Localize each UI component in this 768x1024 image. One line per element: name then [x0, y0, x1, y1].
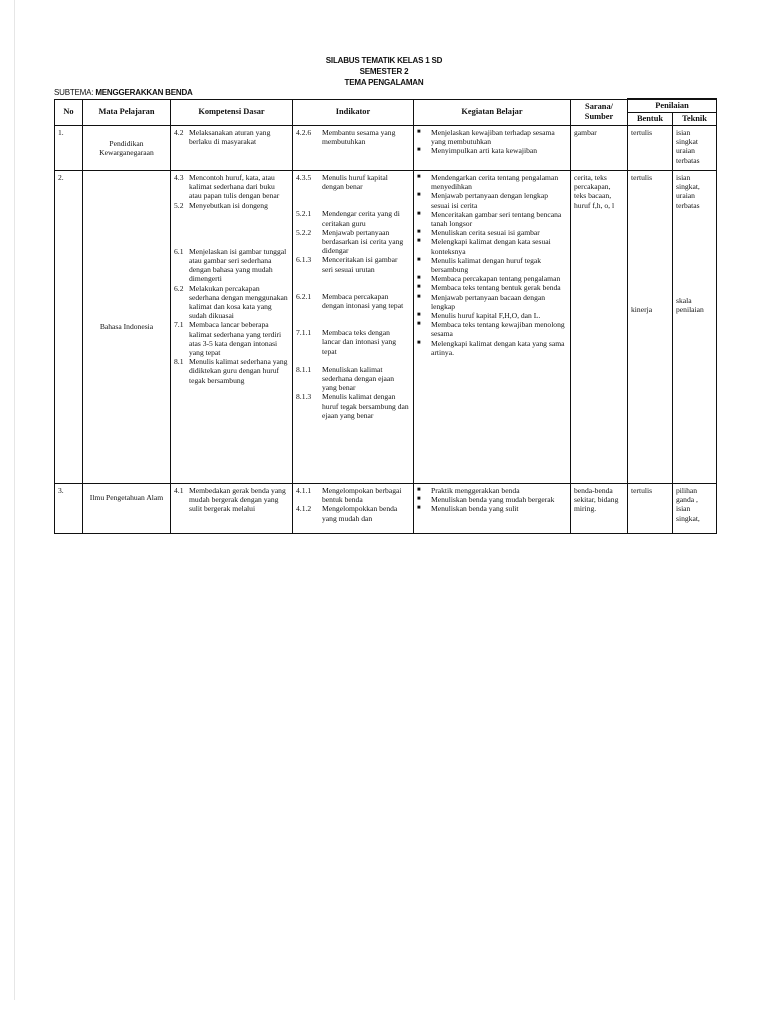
- list-item: ■ Menuliskan cerita sesuai isi gambar: [417, 228, 540, 238]
- tema-label: TEMA PENGALAMAN: [344, 78, 424, 87]
- kompetensi-cell: 4.1 Membedakan gerak benda yang mudah bergerak dengan yang sulit bergerak melalui: [171, 484, 293, 534]
- subject-cell: Ilmu Pengetahuan Alam: [83, 484, 171, 534]
- row-number: 2.: [55, 171, 83, 484]
- sarana-cell: benda-benda sekitar, bidang miring.: [571, 484, 628, 534]
- indikator-cell: 4.1.1 Mengelompokan berbagai bentuk benda 4.1.2 Mengelompokkan benda yang mudah dan: [293, 484, 414, 534]
- kompetensi-cell: 4.3 Mencontoh huruf, kata, atau kalimat sederhana dari buku atau papan tulis dengan benar 5.2 Menyebutkan isi dongeng 6.1 Menjelaskan isi gambar tunggal atau gambar seri sederhana dengan bahasa yang mudah dimengerti 6.2 Melakukan percakapan sederhana dengan menggunakan kalimat dan kosa kata yang sudah dikuasai 7.1 Membaca lancar beberapa kalimat sederhana yang terdiri atas 3-5 kata dengan intonasi yang tepat 8.1 Menulis kalimat sederhana yang didiktekan guru dengan huruf tegak bersambung: [171, 171, 293, 484]
- bentuk-cell: tertulis: [628, 126, 673, 171]
- header-kegiatan-belajar: Kegiatan Belajar: [414, 99, 571, 126]
- header-penilaian: Penilaian: [628, 99, 717, 113]
- subject-cell: Pendidikan Kewarganegaraan: [83, 126, 171, 171]
- teknik-cell: isian singkat uraian terbatas: [673, 126, 717, 171]
- header-teknik: Teknik: [673, 113, 717, 126]
- list-item: ■ Membaca teks tentang bentuk gerak benda: [417, 283, 561, 293]
- subtema-line: [54, 88, 193, 97]
- subtema-value: MENGGERAKKAN BENDA: [95, 88, 193, 97]
- list-item: ■ Menjawab pertanyaan dengan lengkap sesuai isi cerita: [417, 191, 549, 210]
- list-item: ■ Membaca teks tentang kewajiban menolong sesama: [417, 320, 565, 339]
- indikator-cell: 4.2.6 Membantu sesama yang membutuhkan: [293, 126, 414, 171]
- list-item: ■ Melengkapi kalimat dengan kata sesuai konteksnya: [417, 237, 551, 256]
- teknik-isian: isian singkat, uraian terbatas: [676, 173, 700, 210]
- header-no: No: [55, 99, 83, 126]
- teknik-cell: [673, 171, 717, 484]
- list-item: ■ Praktik menggerakkan benda: [417, 486, 520, 495]
- list-item: ■ Melengkapi kalimat dengan kata yang sama artinya.: [417, 338, 565, 357]
- syllabus-table: [54, 98, 717, 534]
- kompetensi-cell: 4.2 Melaksanakan aturan yang berlaku di masyarakat: [171, 126, 293, 171]
- semester-label: SEMESTER 2: [359, 67, 409, 76]
- list-item: ■ Menceritakan gambar seri tentang bencana tanah longsor: [417, 209, 562, 229]
- teknik-skala: skala penilaian: [676, 295, 704, 315]
- bentuk-tertulis: tertulis: [631, 173, 653, 182]
- sarana-cell: cerita, teks percakapan, teks bacaan, huruf f,h, o, l: [571, 171, 628, 484]
- table-row: [55, 484, 717, 534]
- list-item: ■ Menulis kalimat dengan huruf tegak bersambung: [417, 255, 542, 275]
- kegiatan-cell: [414, 126, 571, 171]
- kegiatan-cell: [414, 171, 571, 484]
- bentuk-kinerja: kinerja: [631, 305, 653, 315]
- table-row: [55, 171, 717, 484]
- list-item: ■ Menjawab pertanyaan bacaan dengan lengkap: [417, 292, 546, 311]
- header-mata-pelajaran: Mata Pelajaran: [83, 99, 171, 126]
- header-indikator: Indikator: [293, 99, 414, 126]
- list-item: ■ Menyimpulkan arti kata kewajiban: [417, 146, 538, 156]
- row-number: 1.: [55, 126, 83, 171]
- list-item: ■ Membaca percakapan tentang pengalaman: [417, 274, 561, 284]
- list-item: ■ Menuliskan benda yang sulit: [417, 504, 519, 514]
- indikator-cell: 4.3.5 Menulis huruf kapital dengan benar 5.2.1 Mendengar cerita yang di ceritakan guru 5.2.2 Menjawab pertanyaan berdasarkan isi cerita yang didengar 6.1.3 Menceritakan isi gambar seri sesuai urutan 6.2.1 Membaca percakapan dengan intonasi yang tepat 7.1.1 Membaca teks dengan lancar dan intonasi yang tepat 8.1.1 Menuliskan kalimat sederhana dengan ejaan yang benar 8.1.3 Menulis kalimat dengan huruf tegak bersambung dan ejaan yang benar: [293, 171, 414, 484]
- header-kompetensi-dasar: Kompetensi Dasar: [171, 99, 293, 126]
- row-number: 3.: [55, 484, 83, 534]
- list-item: ■ Mendengarkan cerita tentang pengalaman menyedihkan: [417, 173, 559, 192]
- list-item: ■ Menulis huruf kapital F,H,O, dan L.: [417, 311, 541, 321]
- list-item: ■ Menuliskan benda yang mudah bergerak: [417, 495, 555, 505]
- header-bentuk: Bentuk: [628, 113, 673, 126]
- sarana-cell: gambar: [571, 126, 628, 171]
- page-left-rule: [14, 0, 15, 1000]
- subtema-label: SUBTEMA:: [54, 88, 94, 97]
- teknik-cell: pilihan ganda , isian singkat,: [673, 484, 717, 534]
- bentuk-cell: tertulis: [628, 484, 673, 534]
- bentuk-cell: [628, 171, 673, 484]
- subject-cell: Bahasa Indonesia: [83, 171, 171, 484]
- kegiatan-cell: [414, 484, 571, 534]
- header-sarana-sumber: Sarana/ Sumber: [571, 99, 628, 126]
- table-row: [55, 126, 717, 171]
- list-item: ■ Menjelaskan kewajiban terhadap sesama yang membutuhkan: [417, 128, 555, 147]
- document-title: SILABUS TEMATIK KELAS 1 SD: [325, 56, 443, 65]
- document-header: [0, 55, 768, 88]
